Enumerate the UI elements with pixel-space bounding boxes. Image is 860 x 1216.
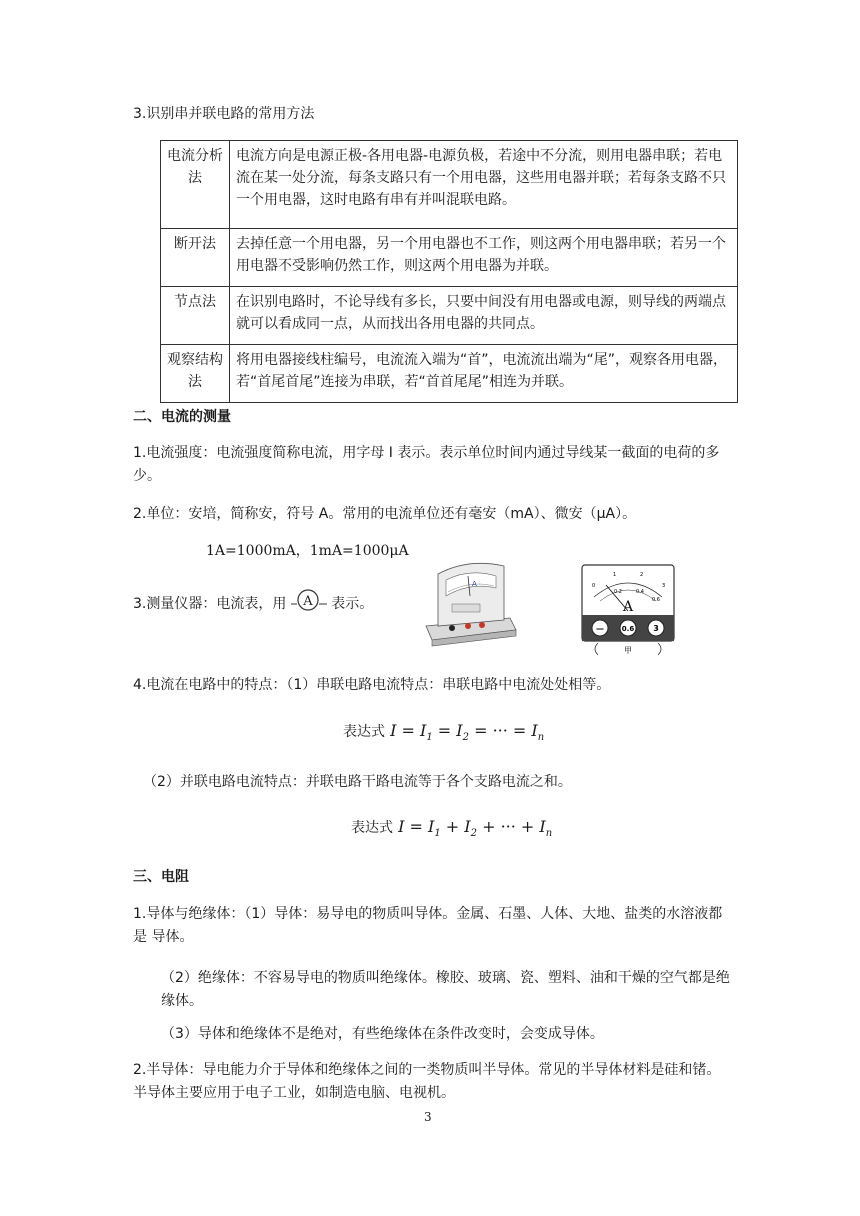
method-desc: 在识别电路时，不论导线有多长，只要中间没有用电器或电源，则导线的两端点就可以看成同一点，从而找出各用电器的共同点。 [230, 287, 738, 345]
formula-prefix: 表达式 [351, 820, 393, 836]
ammeter-panel [580, 563, 676, 659]
method-desc: 电流方向是电源正极-各用电器-电源负极，若途中不分流，则用电器串联；若电流在某一处分流，每条支路只有一个用电器，这些用电器并联；若每条支路不只一个用电器，这时电路有串有并叫混联电路。 [230, 141, 738, 229]
terminal-label: — [596, 624, 604, 633]
table-row [161, 345, 738, 403]
method-name: 观察结构法 [161, 345, 230, 403]
scale-label: 0.2 [614, 589, 622, 595]
s2-p3-prefix: 3.测量仪器：电流表，用 [133, 596, 287, 612]
method-desc: 去掉任意一个用电器，另一个用电器也不工作，则这两个用电器串联；若另一个用电器不受影响仍然工作，则这两个用电器为并联。 [230, 229, 738, 287]
table-row [161, 229, 738, 287]
scale-label: 3 [662, 583, 666, 589]
table-row [161, 141, 738, 229]
s2-paragraph-2: 2.单位：安培，简称安，符号 A。常用的电流单位还有毫安（mA）、微安（μA）。 [133, 506, 637, 522]
ammeter-illustration [418, 556, 518, 648]
section1-item3: 3.识别串并联电路的常用方法 [133, 106, 315, 122]
terminal-label: 0.6 [621, 625, 635, 633]
s2-units: 1A=1000mA，1mA=1000μA [206, 543, 409, 559]
s2-paragraph-5: （2）并联电路电流特点：并联电路干路电流等于各个支路电流之和。 [143, 774, 572, 790]
method-name: 断开法 [161, 229, 230, 287]
method-name: 节点法 [161, 287, 230, 345]
method-desc: 将用电器接线柱编号，电流流入端为“首”，电流流出端为“尾”，观察各用电器，若“首尾首尾”连接为串联，若“首首尾尾”相连为并联。 [230, 345, 738, 403]
s2-paragraph-1: 1.电流强度：电流强度简称电流，用字母 I 表示。表示单位时间内通过导线某一截面的电荷的多少。 [133, 445, 720, 484]
terminal-label: 3 [653, 624, 659, 633]
table-row [161, 287, 738, 345]
s2-paragraph-3 [133, 588, 373, 620]
scale-label: 0.6 [652, 597, 660, 603]
ammeter-symbol-icon [291, 588, 327, 620]
page-number: 3 [424, 1110, 432, 1124]
section2-title: 二、电流的测量 [133, 409, 231, 425]
s3-paragraph-1: 1.导体与绝缘体：（1）导体：易导电的物质叫导体。金属、石墨、人体、大地、盐类的水溶液都是 导体。 [133, 906, 723, 945]
scale-label: 0.4 [636, 589, 644, 595]
svg-text:A: A [472, 580, 477, 588]
s2-p3-suffix: 表示。 [331, 596, 374, 612]
formula-prefix: 表达式 [343, 724, 385, 740]
meter-letter: A [622, 599, 634, 615]
panel-caption: 甲 [624, 646, 632, 655]
section3-title: 三、电阻 [133, 869, 189, 885]
method-name: 电流分析法 [161, 141, 230, 229]
scale-label: 1 [613, 572, 617, 578]
methods-table [160, 140, 738, 403]
scale-label: 0 [592, 583, 596, 589]
parallel-formula: 表达式 $I = I_1 + I_2$ + ··· + $I_n$ [351, 817, 553, 839]
s3-paragraph-3: （3）导体和绝缘体不是绝对，有些绝缘体在条件改变时，会变成导体。 [161, 1026, 604, 1042]
ammeter-letter: A [303, 594, 313, 609]
scale-label: 2 [640, 572, 644, 578]
series-formula: 表达式 $I = I_1 = I_2$ = ··· = $I_n$ [343, 721, 545, 743]
s2-paragraph-4: 4.电流在电路中的特点：（1）串联电路电流特点：串联电路中电流处处相等。 [133, 677, 611, 693]
s3-paragraph-2: （2）绝缘体：不容易导电的物质叫绝缘体。橡胶、玻璃、瓷、塑料、油和干燥的空气都是绝缘体。 [161, 970, 730, 1009]
s3-paragraph-4: 2.半导体：导电能力介于导体和绝缘体之间的一类物质叫半导体。常见的半导体材料是硅和锗。半导体主要应用于电子工业，如制造电脑、电视机。 [133, 1062, 721, 1101]
